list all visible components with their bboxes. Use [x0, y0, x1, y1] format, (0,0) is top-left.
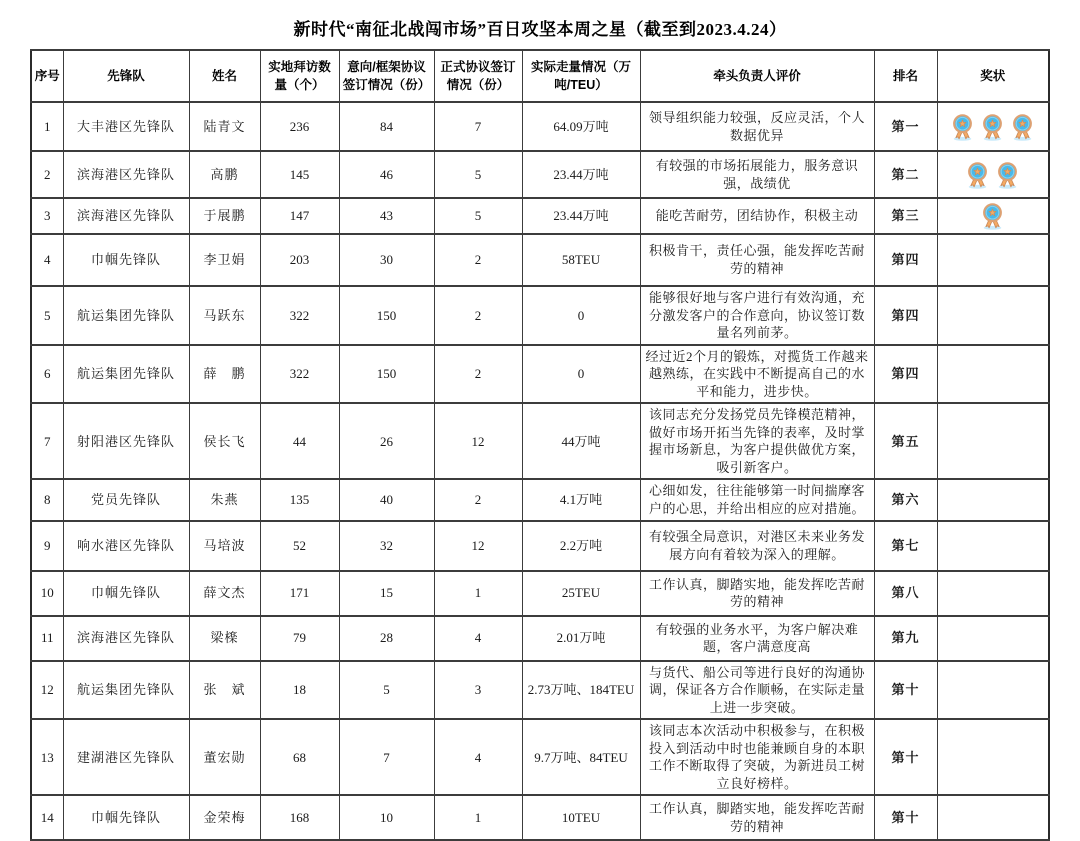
- medal-group: [941, 112, 1046, 142]
- header-serial-no: 序号: [31, 50, 63, 102]
- serial-no-cell: 11: [31, 616, 63, 661]
- rank-cell: 第一: [874, 102, 937, 151]
- award-cell: [937, 719, 1049, 795]
- name-cell: 金荣梅: [189, 795, 260, 840]
- intent-cell: 10: [339, 795, 434, 840]
- evaluation-cell: 有较强的业务水平，为客户解决难题，客户满意度高: [640, 616, 874, 661]
- visits-cell: 44: [260, 403, 339, 479]
- evaluation-cell: 工作认真，脚踏实地，能发挥吃苦耐劳的精神: [640, 795, 874, 840]
- award-medal-icon: [980, 112, 1005, 142]
- rank-cell: 第四: [874, 286, 937, 345]
- table-body: [31, 102, 1049, 840]
- rank-cell: 第九: [874, 616, 937, 661]
- evaluation-cell: 有较强的市场拓展能力，服务意识强，战绩优: [640, 151, 874, 198]
- serial-no-cell: 3: [31, 198, 63, 234]
- name-cell: 马跃东: [189, 286, 260, 345]
- visits-cell: 135: [260, 479, 339, 520]
- table-row: [31, 795, 1049, 840]
- visits-cell: 79: [260, 616, 339, 661]
- volume-cell: 2.73万吨、184TEU: [522, 661, 640, 720]
- page-title: 新时代“南征北战闯市场”百日攻坚本周之星（截至到2023.4.24）: [293, 20, 787, 39]
- rank-cell: 第三: [874, 198, 937, 234]
- award-cell: [937, 234, 1049, 286]
- team-cell: 滨海港区先锋队: [63, 616, 189, 661]
- visits-cell: 322: [260, 345, 339, 404]
- table-row: [31, 198, 1049, 234]
- visits-cell: 203: [260, 234, 339, 286]
- header-actual-volume: 实际走量情况（万吨/TEU）: [522, 50, 640, 102]
- header-pioneer-team: 先锋队: [63, 50, 189, 102]
- rank-cell: 第十: [874, 661, 937, 720]
- name-cell: 张 斌: [189, 661, 260, 720]
- intent-cell: 40: [339, 479, 434, 520]
- team-cell: 巾帼先锋队: [63, 571, 189, 616]
- team-cell: 射阳港区先锋队: [63, 403, 189, 479]
- formal-cell: 2: [434, 479, 522, 520]
- formal-cell: 5: [434, 151, 522, 198]
- volume-cell: 0: [522, 345, 640, 404]
- table-row: [31, 234, 1049, 286]
- serial-no-cell: 2: [31, 151, 63, 198]
- rank-cell: 第七: [874, 521, 937, 571]
- evaluation-cell: 积极肯干，责任心强，能发挥吃苦耐劳的精神: [640, 234, 874, 286]
- evaluation-cell: 能吃苦耐劳，团结协作，积极主动: [640, 198, 874, 234]
- award-cell: [937, 151, 1049, 198]
- volume-cell: 25TEU: [522, 571, 640, 616]
- team-cell: 巾帼先锋队: [63, 234, 189, 286]
- intent-cell: 15: [339, 571, 434, 616]
- rank-cell: 第五: [874, 403, 937, 479]
- visits-cell: 18: [260, 661, 339, 720]
- name-cell: 于展鹏: [189, 198, 260, 234]
- table-row: [31, 286, 1049, 345]
- serial-no-cell: 4: [31, 234, 63, 286]
- formal-cell: 1: [434, 795, 522, 840]
- table-row: [31, 151, 1049, 198]
- volume-cell: 2.2万吨: [522, 521, 640, 571]
- team-cell: 滨海港区先锋队: [63, 151, 189, 198]
- award-cell: [937, 521, 1049, 571]
- name-cell: 李卫娟: [189, 234, 260, 286]
- award-medal-icon: [1010, 112, 1035, 142]
- rank-cell: 第二: [874, 151, 937, 198]
- serial-no-cell: 5: [31, 286, 63, 345]
- volume-cell: 44万吨: [522, 403, 640, 479]
- table-row: [31, 661, 1049, 720]
- award-cell: [937, 616, 1049, 661]
- visits-cell: 68: [260, 719, 339, 795]
- evaluation-cell: 该同志本次活动中积极参与，在积极投入到活动中时也能兼顾自身的本职工作不断取得了突破，为新进员工树立良好榜样。: [640, 719, 874, 795]
- formal-cell: 12: [434, 521, 522, 571]
- star-performers-table: [30, 49, 1050, 841]
- award-cell: [937, 198, 1049, 234]
- serial-no-cell: 1: [31, 102, 63, 151]
- visits-cell: 322: [260, 286, 339, 345]
- formal-cell: 1: [434, 571, 522, 616]
- table-row: [31, 571, 1049, 616]
- formal-cell: 12: [434, 403, 522, 479]
- volume-cell: 64.09万吨: [522, 102, 640, 151]
- award-cell: [937, 571, 1049, 616]
- rank-cell: 第四: [874, 234, 937, 286]
- team-cell: 响水港区先锋队: [63, 521, 189, 571]
- name-cell: 侯长飞: [189, 403, 260, 479]
- formal-cell: 7: [434, 102, 522, 151]
- rank-cell: 第六: [874, 479, 937, 520]
- award-medal-icon: [980, 201, 1005, 231]
- formal-cell: 2: [434, 234, 522, 286]
- medal-group: [941, 160, 1046, 190]
- intent-cell: 46: [339, 151, 434, 198]
- name-cell: 梁檪: [189, 616, 260, 661]
- rank-cell: 第八: [874, 571, 937, 616]
- team-cell: 航运集团先锋队: [63, 345, 189, 404]
- header-ranking: 排名: [874, 50, 937, 102]
- award-cell: [937, 661, 1049, 720]
- medal-group: [941, 201, 1046, 231]
- formal-cell: 2: [434, 286, 522, 345]
- name-cell: 马培波: [189, 521, 260, 571]
- intent-cell: 5: [339, 661, 434, 720]
- formal-cell: 3: [434, 661, 522, 720]
- volume-cell: 4.1万吨: [522, 479, 640, 520]
- award-cell: [937, 102, 1049, 151]
- name-cell: 高鹏: [189, 151, 260, 198]
- volume-cell: 23.44万吨: [522, 198, 640, 234]
- volume-cell: 58TEU: [522, 234, 640, 286]
- evaluation-cell: 领导组织能力较强，反应灵活，个人数据优异: [640, 102, 874, 151]
- visits-cell: 147: [260, 198, 339, 234]
- header-award: 奖状: [937, 50, 1049, 102]
- formal-cell: 2: [434, 345, 522, 404]
- serial-no-cell: 13: [31, 719, 63, 795]
- visits-cell: 145: [260, 151, 339, 198]
- team-cell: 航运集团先锋队: [63, 661, 189, 720]
- serial-no-cell: 10: [31, 571, 63, 616]
- intent-cell: 84: [339, 102, 434, 151]
- award-medal-icon: [950, 112, 975, 142]
- name-cell: 董宏勋: [189, 719, 260, 795]
- table-header-row: [31, 50, 1049, 102]
- table-row: [31, 616, 1049, 661]
- name-cell: 薛文杰: [189, 571, 260, 616]
- team-cell: 滨海港区先锋队: [63, 198, 189, 234]
- visits-cell: 171: [260, 571, 339, 616]
- rank-cell: 第十: [874, 795, 937, 840]
- evaluation-cell: 有较强全局意识，对港区未来业务发展方向有着较为深入的理解。: [640, 521, 874, 571]
- evaluation-cell: 能够很好地与客户进行有效沟通，充分激发客户的合作意向，协议签订数量名列前茅。: [640, 286, 874, 345]
- intent-cell: 32: [339, 521, 434, 571]
- award-medal-icon: [995, 160, 1020, 190]
- name-cell: 陆青文: [189, 102, 260, 151]
- visits-cell: 52: [260, 521, 339, 571]
- team-cell: 大丰港区先锋队: [63, 102, 189, 151]
- volume-cell: 2.01万吨: [522, 616, 640, 661]
- table-row: [31, 345, 1049, 404]
- intent-cell: 150: [339, 345, 434, 404]
- evaluation-cell: 工作认真，脚踏实地，能发挥吃苦耐劳的精神: [640, 571, 874, 616]
- formal-cell: 4: [434, 616, 522, 661]
- evaluation-cell: 该同志充分发扬党员先锋模范精神，做好市场开拓当先锋的表率，及时掌握市场新息，为客户提供做优方案，吸引新客户。: [640, 403, 874, 479]
- volume-cell: 9.7万吨、84TEU: [522, 719, 640, 795]
- visits-cell: 236: [260, 102, 339, 151]
- team-cell: 巾帼先锋队: [63, 795, 189, 840]
- intent-cell: 30: [339, 234, 434, 286]
- serial-no-cell: 12: [31, 661, 63, 720]
- visits-cell: 168: [260, 795, 339, 840]
- evaluation-cell: 与货代、船公司等进行良好的沟通协调，保证各方合作顺畅，在实际走量上进一步突破。: [640, 661, 874, 720]
- award-cell: [937, 403, 1049, 479]
- team-cell: 航运集团先锋队: [63, 286, 189, 345]
- table-row: [31, 102, 1049, 151]
- rank-cell: 第四: [874, 345, 937, 404]
- header-leader-evaluation: 牵头负责人评价: [640, 50, 874, 102]
- serial-no-cell: 8: [31, 479, 63, 520]
- award-medal-icon: [965, 160, 990, 190]
- award-cell: [937, 345, 1049, 404]
- intent-cell: 28: [339, 616, 434, 661]
- volume-cell: 10TEU: [522, 795, 640, 840]
- formal-cell: 4: [434, 719, 522, 795]
- header-field-visits: 实地拜访数量（个）: [260, 50, 339, 102]
- volume-cell: 0: [522, 286, 640, 345]
- name-cell: 薛 鹏: [189, 345, 260, 404]
- evaluation-cell: 经过近2个月的锻炼，对揽货工作越来越熟练，在实践中不断提高自己的水平和能力，进步快。: [640, 345, 874, 404]
- table-row: [31, 403, 1049, 479]
- table-row: [31, 719, 1049, 795]
- team-cell: 党员先锋队: [63, 479, 189, 520]
- award-cell: [937, 286, 1049, 345]
- formal-cell: 5: [434, 198, 522, 234]
- table-row: [31, 479, 1049, 520]
- serial-no-cell: 9: [31, 521, 63, 571]
- evaluation-cell: 心细如发，往往能够第一时间揣摩客户的心思，并给出相应的应对措施。: [640, 479, 874, 520]
- intent-cell: 150: [339, 286, 434, 345]
- award-cell: [937, 479, 1049, 520]
- volume-cell: 23.44万吨: [522, 151, 640, 198]
- serial-no-cell: 7: [31, 403, 63, 479]
- rank-cell: 第十: [874, 719, 937, 795]
- award-cell: [937, 795, 1049, 840]
- intent-cell: 26: [339, 403, 434, 479]
- header-intent-agreements: 意向/框架协议签订情况（份）: [339, 50, 434, 102]
- serial-no-cell: 6: [31, 345, 63, 404]
- header-name: 姓名: [189, 50, 260, 102]
- team-cell: 建湖港区先锋队: [63, 719, 189, 795]
- intent-cell: 43: [339, 198, 434, 234]
- name-cell: 朱燕: [189, 479, 260, 520]
- intent-cell: 7: [339, 719, 434, 795]
- table-row: [31, 521, 1049, 571]
- serial-no-cell: 14: [31, 795, 63, 840]
- header-formal-agreements: 正式协议签订情况（份）: [434, 50, 522, 102]
